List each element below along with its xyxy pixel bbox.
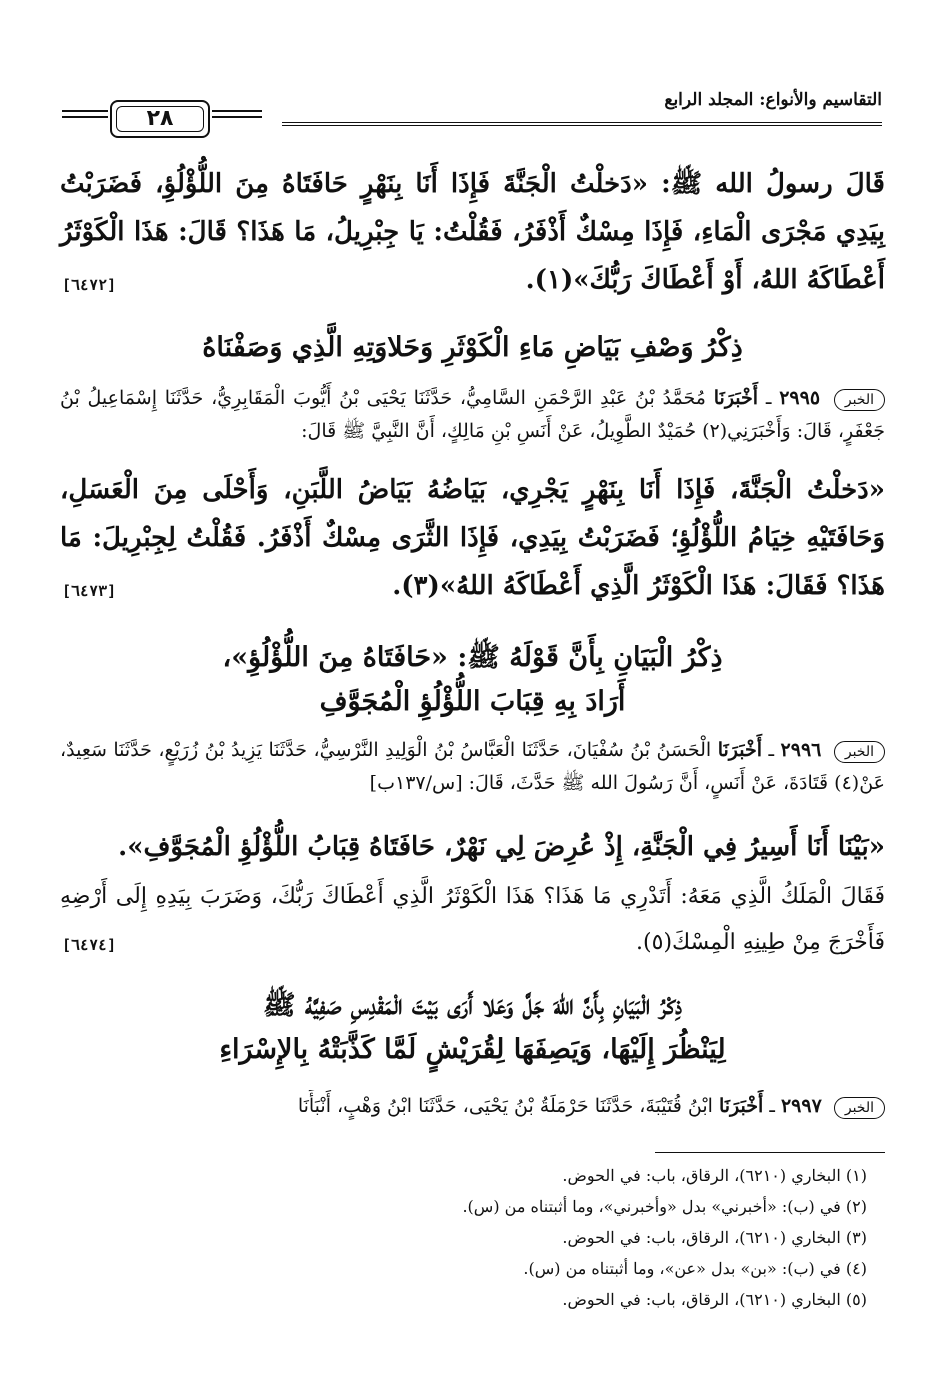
hadith-matn	[60, 824, 885, 870]
footnote: (٣) البخاري (٦٢١٠)، الرقاق، باب: في الحوض.	[562, 1228, 867, 1247]
matn-text: «بَيْنَا أَنَا أَسِيرُ فِي الْجَنَّةِ، إِذْ عُرِضَ لِي نَهْرٌ، حَافَتَاهُ قِبَابُ اللُّؤْلُؤِ الْمُجَوَّفِ».	[118, 832, 885, 862]
chapter-heading	[60, 636, 885, 724]
heading-line: لِيَنْظُرَ إِلَيْهَا، وَيَصِفَهَا لِقُرَيْشٍ لَمَّا كَذَّبَتْهُ بِالإِسْرَاءِ	[219, 1034, 726, 1065]
ornament-line	[212, 110, 262, 112]
page-number-frame	[62, 96, 272, 144]
akhbarana-label: أَخْبَرَنَا	[718, 1095, 764, 1117]
page-number: ٢٨	[116, 106, 204, 132]
ornament-line	[62, 116, 108, 118]
heading-line: ذِكْرُ الْبَيَانِ بِأَنَّ اللهَ جَلَّ وَعَلا أَرَى بَيْتَ الْمَقْدِسِ صَفِيَّهُ ﷺ	[262, 990, 683, 1021]
chapter-heading: ذِكْرُ وَصْفِ بَيَاضِ مَاءِ الْكَوْثَرِ وَحَلاوَتِهِ الَّذِي وَصَفْنَاهُ	[202, 332, 743, 363]
hadith-number: ٢٩٩٧	[780, 1095, 822, 1117]
header-rule	[282, 122, 882, 126]
page-number-box	[110, 100, 210, 138]
page-header	[62, 86, 882, 146]
akhbarana-label: أَخْبَرَنَا	[717, 739, 763, 761]
hadith-isnad: الخبر ٢٩٩٦ ـ أَخْبَرَنَا الْحَسَنُ بْنُ سُفْيَانَ، حَدَّثَنَا الْعَبَّاسُ بْنُ الْوَلِيدِ النَّرْسِيُّ، حَدَّثَنَا يَزِيدُ بْنُ زُرَيْعٍ، حَدَّثَنَا سَعِيدٌ، عَنْ(٤) قَتَادَةَ، عَنْ أَنَسٍ، أَنَّ رَسُولَ الله ﷺ حَدَّثَ، قَالَ: [س/١٣٧ب]	[60, 739, 885, 794]
isnad-text: مُحَمَّدُ بْنُ عَبْدِ الرَّحْمَنِ السَّامِيُّ، حَدَّثَنَا يَحْيَى بْنُ أَيُّوبَ الْمَقَابِرِيُّ، حَدَّثَنَا إِسْمَاعِيلُ بْنُ جَعْفَرٍ، قَالَ: وَأَخْبَرَنِي(٢) حُمَيْدٌ الطَّوِيلُ، عَنْ أَنَسِ بْنِ مَالِكٍ، أَنَّ النَّبِيَّ ﷺ قَالَ:	[60, 387, 885, 442]
footnote: (٢) في (ب): «أخبرني» بدل «وأخبرني»، وما أثبتناه من (س).	[462, 1197, 867, 1216]
heading-line: أَرَادَ بِهِ قِبَابَ اللُّؤْلُؤِ الْمُجَوَّفِ	[319, 686, 626, 717]
matn-text: «دَخلْتُ الْجَنَّةَ، فَإِذَا أَنَا بِنَهْرٍ يَجْرِي، بَيَاضُهُ بَيَاضُ اللَّبَنِ، وَأَحْلَى مِنَ الْعَسَلِ، وَحَافَتَيْهِ خِيَامُ اللُّؤْلُؤِ؛ فَضَرَبْتُ بِيَدِي، فَإِذَا الثَّرَى مِسْكٌ أَذْفَرُ. فَقُلْتُ لِجِبْرِيلَ: مَا هَذَا؟ فَقَالَ: هَذَا الْكَوْثَرُ الَّذِي أَعْطَاكَهُ اللهُ»(٣).	[60, 475, 885, 601]
hadith-continuation	[60, 160, 885, 310]
akhbarana-label: أَخْبَرَنَا	[713, 387, 759, 409]
hadith-badge: الخبر	[834, 389, 885, 411]
hadith-matn	[60, 466, 885, 610]
ornament-line	[62, 110, 108, 112]
footnote-rule	[655, 1152, 885, 1153]
footnotes	[462, 1160, 867, 1315]
hadith-isnad: الخبر ٢٩٩٥ ـ أَخْبَرَنَا مُحَمَّدُ بْنُ عَبْدِ الرَّحْمَنِ السَّامِيُّ، حَدَّثَنَا يَحْيَى بْنُ أَيُّوبَ الْمَقَابِرِيُّ، حَدَّثَنَا إِسْمَاعِيلُ بْنُ جَعْفَرٍ، قَالَ: وَأَخْبَرَنِي(٢) حُمَيْدٌ الطَّوِيلُ، عَنْ أَنَسِ بْنِ مَالِكٍ، أَنَّ النَّبِيَّ ﷺ قَالَ:	[60, 387, 885, 442]
footnote: (٤) في (ب): «بن» بدل «عن»، وما أثبتناه من (س).	[523, 1259, 867, 1278]
running-title: التقاسيم والأنواع: المجلد الرابع	[664, 90, 882, 110]
footnote: (٥) البخاري (٦٢١٠)، الرقاق، باب: في الحوض.	[562, 1290, 867, 1309]
hadith-ref-number: [٦٤٧٢]	[62, 276, 117, 294]
hadith-text: قَالَ رسولُ الله ﷺ: «دَخلْتُ الْجَنَّةَ فَإِذَا أَنَا بِنَهْرٍ حَافَتَاهُ مِنَ اللُّؤْلُؤِ، فَضَرَبْتُ بِيَدِي مَجْرَى الْمَاءِ، فَإِذَا مِسْكٌ أَذْفَرُ، فَقُلْتُ: يَا جِبْرِيلُ، مَا هَذَا؟ قَالَ: هَذَا الْكَوْثَرُ أَعْطَاكَهُ اللهُ، أَوْ أَعْطَاكَ رَبُّكَ»(١).	[60, 169, 885, 295]
ornament-line	[212, 116, 262, 118]
hadith-number: ٢٩٩٥	[779, 387, 821, 409]
hadith-isnad: الخبر ٢٩٩٧ ـ أَخْبَرَنَا ابْنُ قُتَيْبَةَ، حَدَّثَنَا حَرْمَلَةُ بْنُ يَحْيَى، حَدَّثَنَا ابْنُ وَهْبٍ، أَنْبَأَنَا	[60, 1090, 885, 1122]
hadith-number: ٢٩٩٦	[780, 739, 822, 761]
hadith-badge: الخبر	[834, 741, 885, 763]
hadith-badge: الخبر	[834, 1097, 885, 1119]
isnad-text: الْحَسَنُ بْنُ سُفْيَانَ، حَدَّثَنَا الْعَبَّاسُ بْنُ الْوَلِيدِ النَّرْسِيُّ، حَدَّثَنَا يَزِيدُ بْنُ زُرَيْعٍ، حَدَّثَنَا سَعِيدٌ، عَنْ(٤) قَتَادَةَ، عَنْ أَنَسٍ، أَنَّ رَسُولَ الله ﷺ حَدَّثَ، قَالَ: [س/١٣٧ب]	[60, 739, 885, 794]
chapter-heading	[60, 984, 885, 1072]
isnad-text: ابْنُ قُتَيْبَةَ، حَدَّثَنَا حَرْمَلَةُ بْنُ يَحْيَى، حَدَّثَنَا ابْنُ وَهْبٍ، أَنْبَأَنَا	[297, 1095, 713, 1117]
hadith-ref-number: [٦٤٧٤]	[62, 936, 117, 954]
footnote: (١) البخاري (٦٢١٠)، الرقاق، باب: في الحوض.	[562, 1166, 867, 1185]
hadith-ref-number: [٦٤٧٣]	[62, 582, 117, 600]
heading-line: ذِكْرُ الْبَيَانِ بِأَنَّ قَوْلَهُ ﷺ: «حَافَتَاهُ مِنَ اللُّؤْلُؤِ»،	[222, 642, 723, 673]
rest-text: فَقَالَ الْمَلَكُ الَّذِي مَعَهُ: أَتَدْرِي مَا هَذَا؟ هَذَا الْكَوْثَرُ الَّذِي أَعْطَاكَ رَبُّكَ، وَضَرَبَ بِيَدِهِ إِلَى أَرْضِهِ فَأَخْرَجَ مِنْ طِينِهِ الْمِسْكَ(٥).	[60, 884, 885, 955]
hadith-rest	[60, 874, 885, 966]
